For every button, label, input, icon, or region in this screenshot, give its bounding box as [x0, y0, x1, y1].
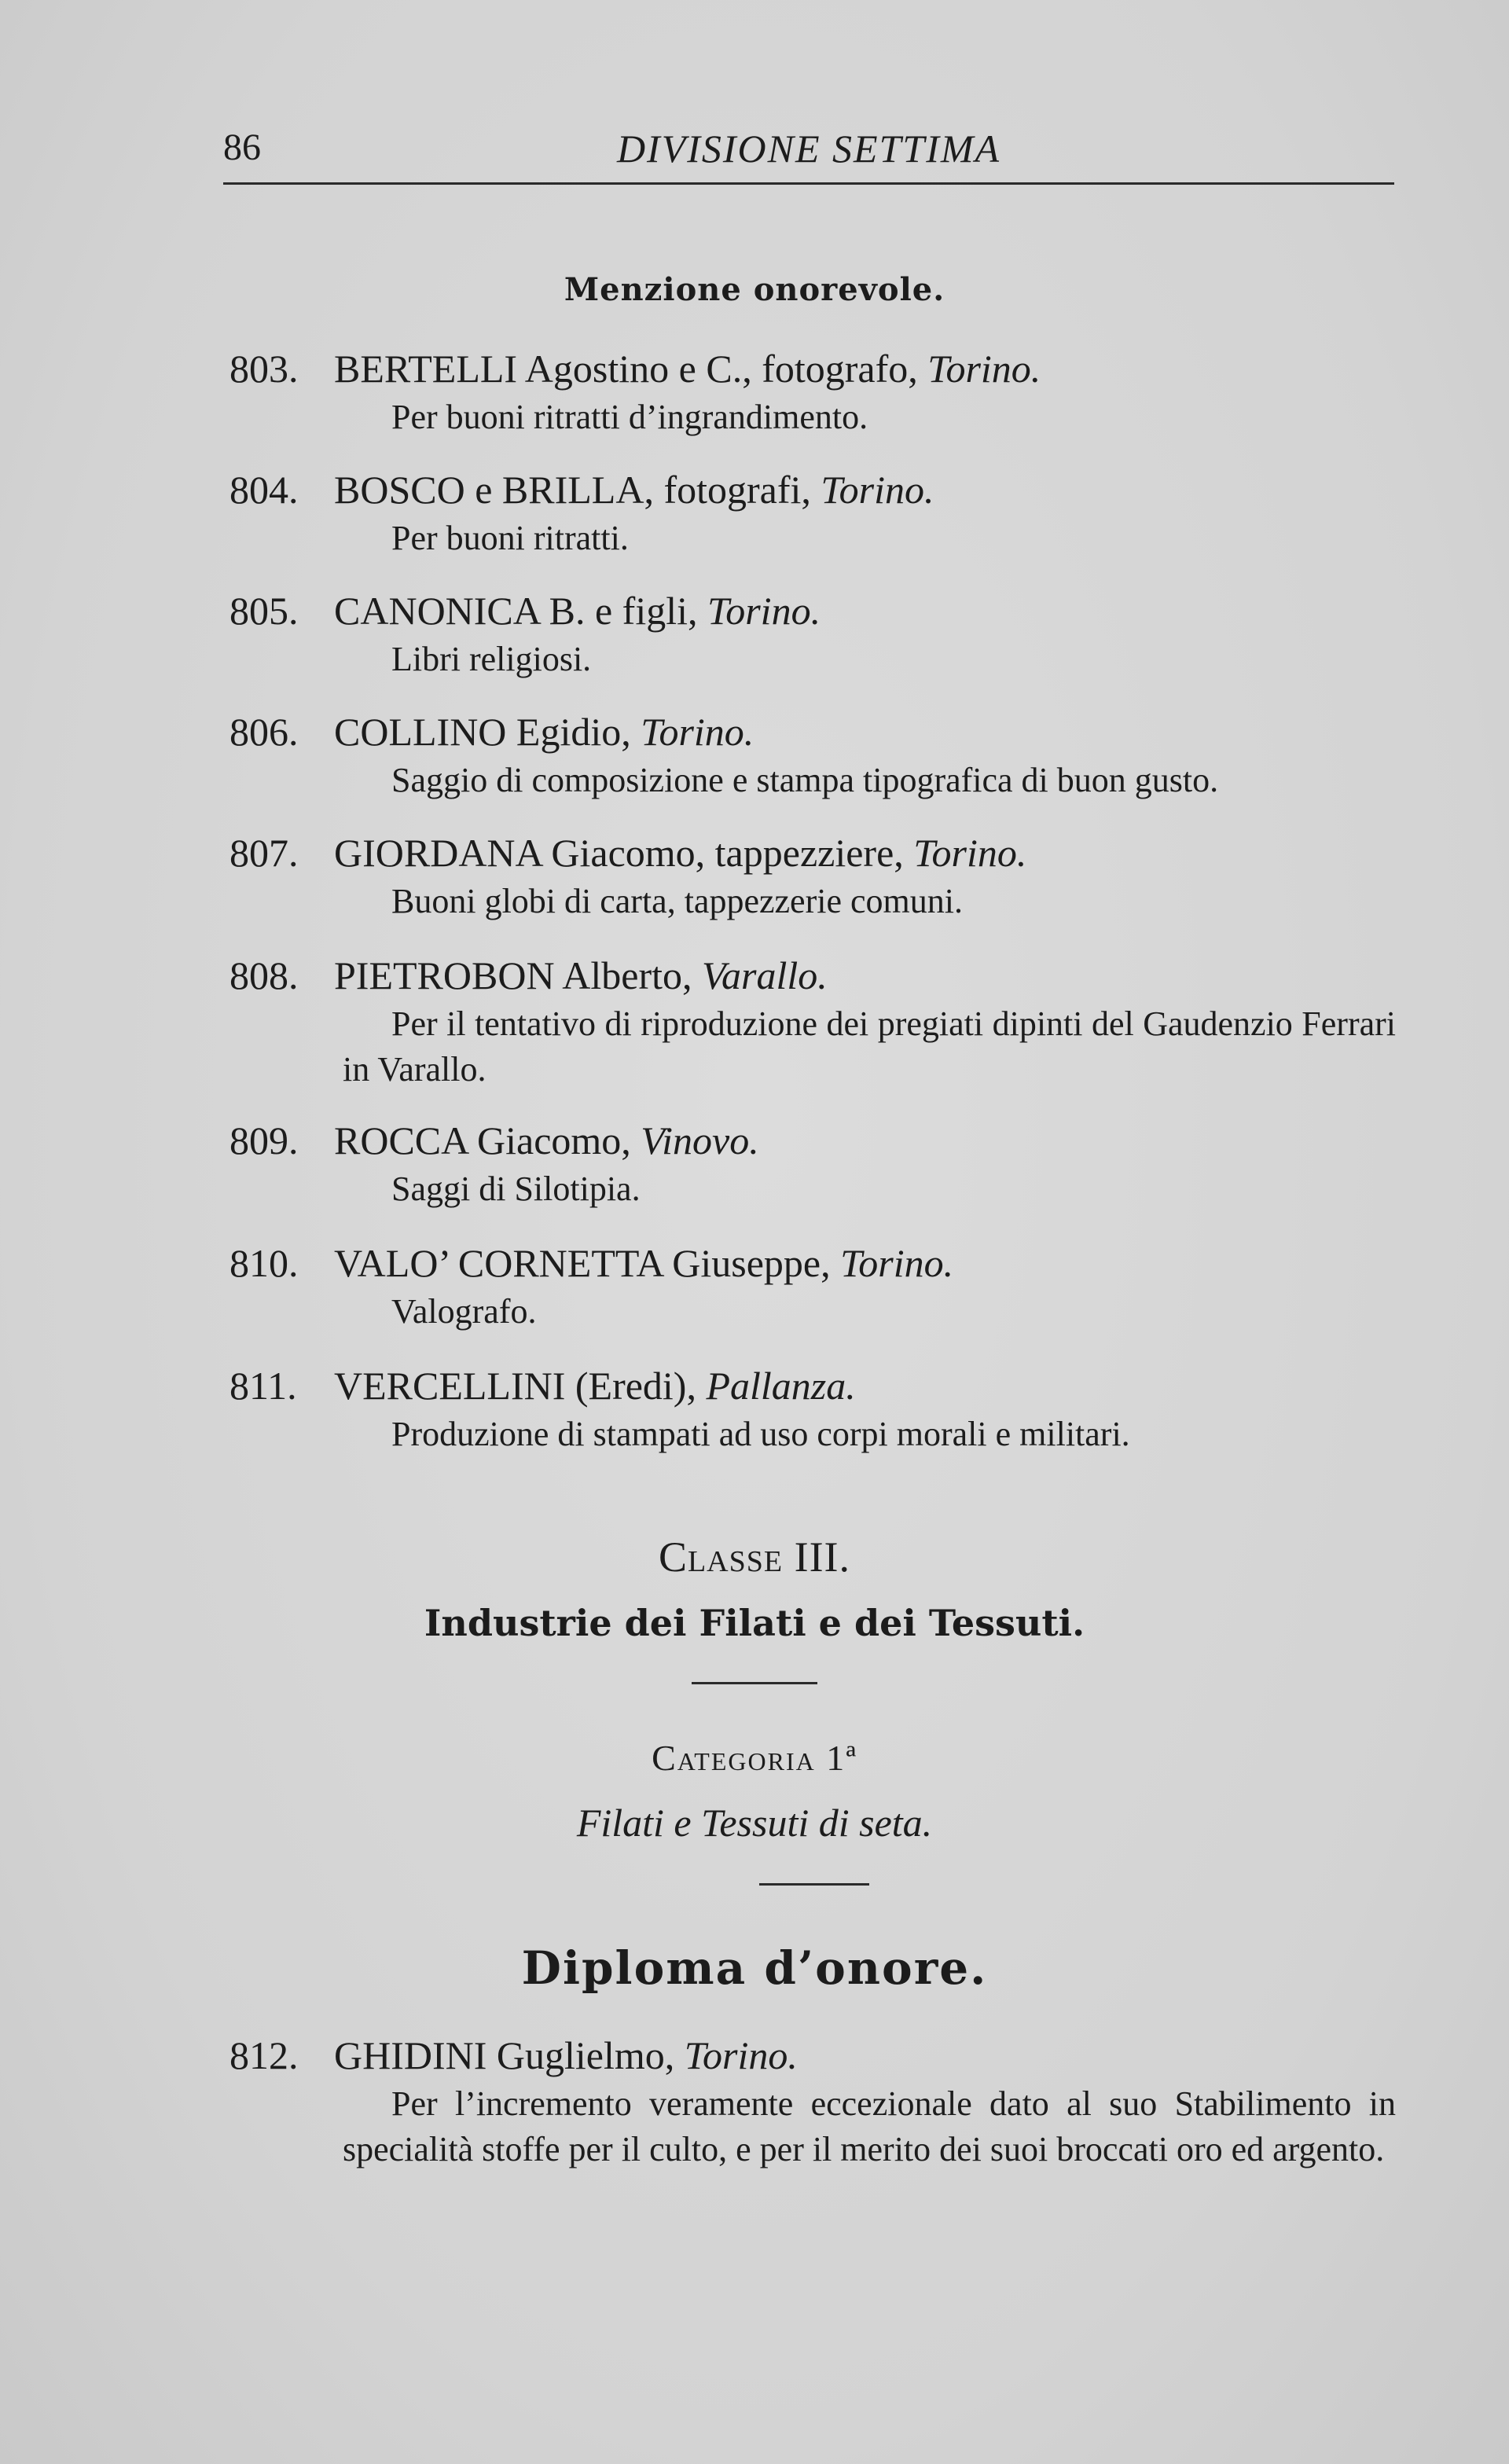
page-number: 86 — [223, 127, 261, 168]
entry-name: ROCCA Giacomo, Vinovo. — [334, 1118, 759, 1162]
entry-description: Saggio di composizione e stampa tipografica di buon gusto. — [391, 761, 1219, 799]
entry-name: VALO’ CORNETTA Giuseppe, Torino. — [334, 1241, 954, 1285]
entry-name: VERCELLINI (Eredi), Pallanza. — [334, 1364, 856, 1408]
category-subtitle: Filati e Tessuti di seta. — [576, 1801, 933, 1845]
entry-name: PIETROBON Alberto, Varallo. — [334, 953, 828, 997]
entry-place: Torino. — [707, 589, 821, 633]
entry-place: Torino. — [913, 831, 1027, 875]
divider — [692, 1682, 817, 1684]
entry-number: 812. — [229, 2033, 299, 2077]
entry-description: Per l’incremento veramente eccezionale dato al suo Stabilimento in specialità stoffe per il culto, e per il merito dei suoi broccati oro ed argento. — [343, 2084, 1396, 2168]
entry-description: Libri religiosi. — [391, 640, 592, 678]
class-subtitle: Industrie dei Filati e dei Tessuti. — [424, 1602, 1085, 1644]
class-title: Classe III. — [658, 1533, 851, 1581]
divider — [759, 1883, 869, 1886]
category-title: Categoria 1ª — [652, 1738, 857, 1778]
award-heading-menzione: Menzione onorevole. — [564, 271, 945, 308]
entry-place: Torino. — [840, 1241, 954, 1285]
entry-number: 809. — [229, 1118, 299, 1162]
page-header — [223, 126, 1394, 185]
entry-number: 810. — [229, 1241, 299, 1285]
entry-description: Saggi di Silotipia. — [391, 1170, 641, 1208]
running-title: DIVISIONE SETTIMA — [616, 127, 1001, 171]
entry-description: Per buoni ritratti. — [391, 519, 629, 557]
entry-description: Valografo. — [391, 1292, 537, 1331]
entry-description: Produzione di stampati ad uso corpi morali e militari. — [391, 1415, 1130, 1453]
entry-number: 806. — [229, 710, 299, 754]
entry-name: BOSCO e BRILLA, fotografi, Torino. — [334, 468, 934, 512]
entry-description: Per buoni ritratti d’ingrandimento. — [391, 398, 868, 436]
entry-description: Per il tentativo di riproduzione dei pregiati dipinti del Gaudenzio Ferrari in Varallo. — [343, 1004, 1396, 1089]
entry-number: 804. — [229, 468, 299, 512]
entry-place: Torino. — [641, 710, 754, 754]
entry-place: Torino. — [927, 347, 1041, 391]
award-heading-diploma: Diploma d’onore. — [521, 1941, 988, 1995]
entry-number: 807. — [229, 831, 299, 875]
entry-name: CANONICA B. e figli, Torino. — [334, 589, 821, 633]
entry-place: Torino. — [684, 2033, 798, 2077]
entry-number: 803. — [229, 347, 299, 391]
entry-name: GIORDANA Giacomo, tappezziere, Torino. — [334, 831, 1027, 875]
entry-number: 808. — [229, 953, 299, 997]
entry-name: BERTELLI Agostino e C., fotografo, Torino. — [334, 347, 1041, 391]
entry-place: Vinovo. — [641, 1118, 759, 1162]
entry-number: 811. — [229, 1364, 297, 1408]
entry-place: Torino. — [821, 468, 934, 512]
entry-name: GHIDINI Guglielmo, Torino. — [334, 2033, 798, 2077]
entry-place: Pallanza. — [706, 1364, 856, 1408]
entry-number: 805. — [229, 589, 299, 633]
entry-description: Buoni globi di carta, tappezzerie comuni. — [391, 882, 963, 920]
entry-place: Varallo. — [702, 953, 828, 997]
entry-name: COLLINO Egidio, Torino. — [334, 710, 754, 754]
